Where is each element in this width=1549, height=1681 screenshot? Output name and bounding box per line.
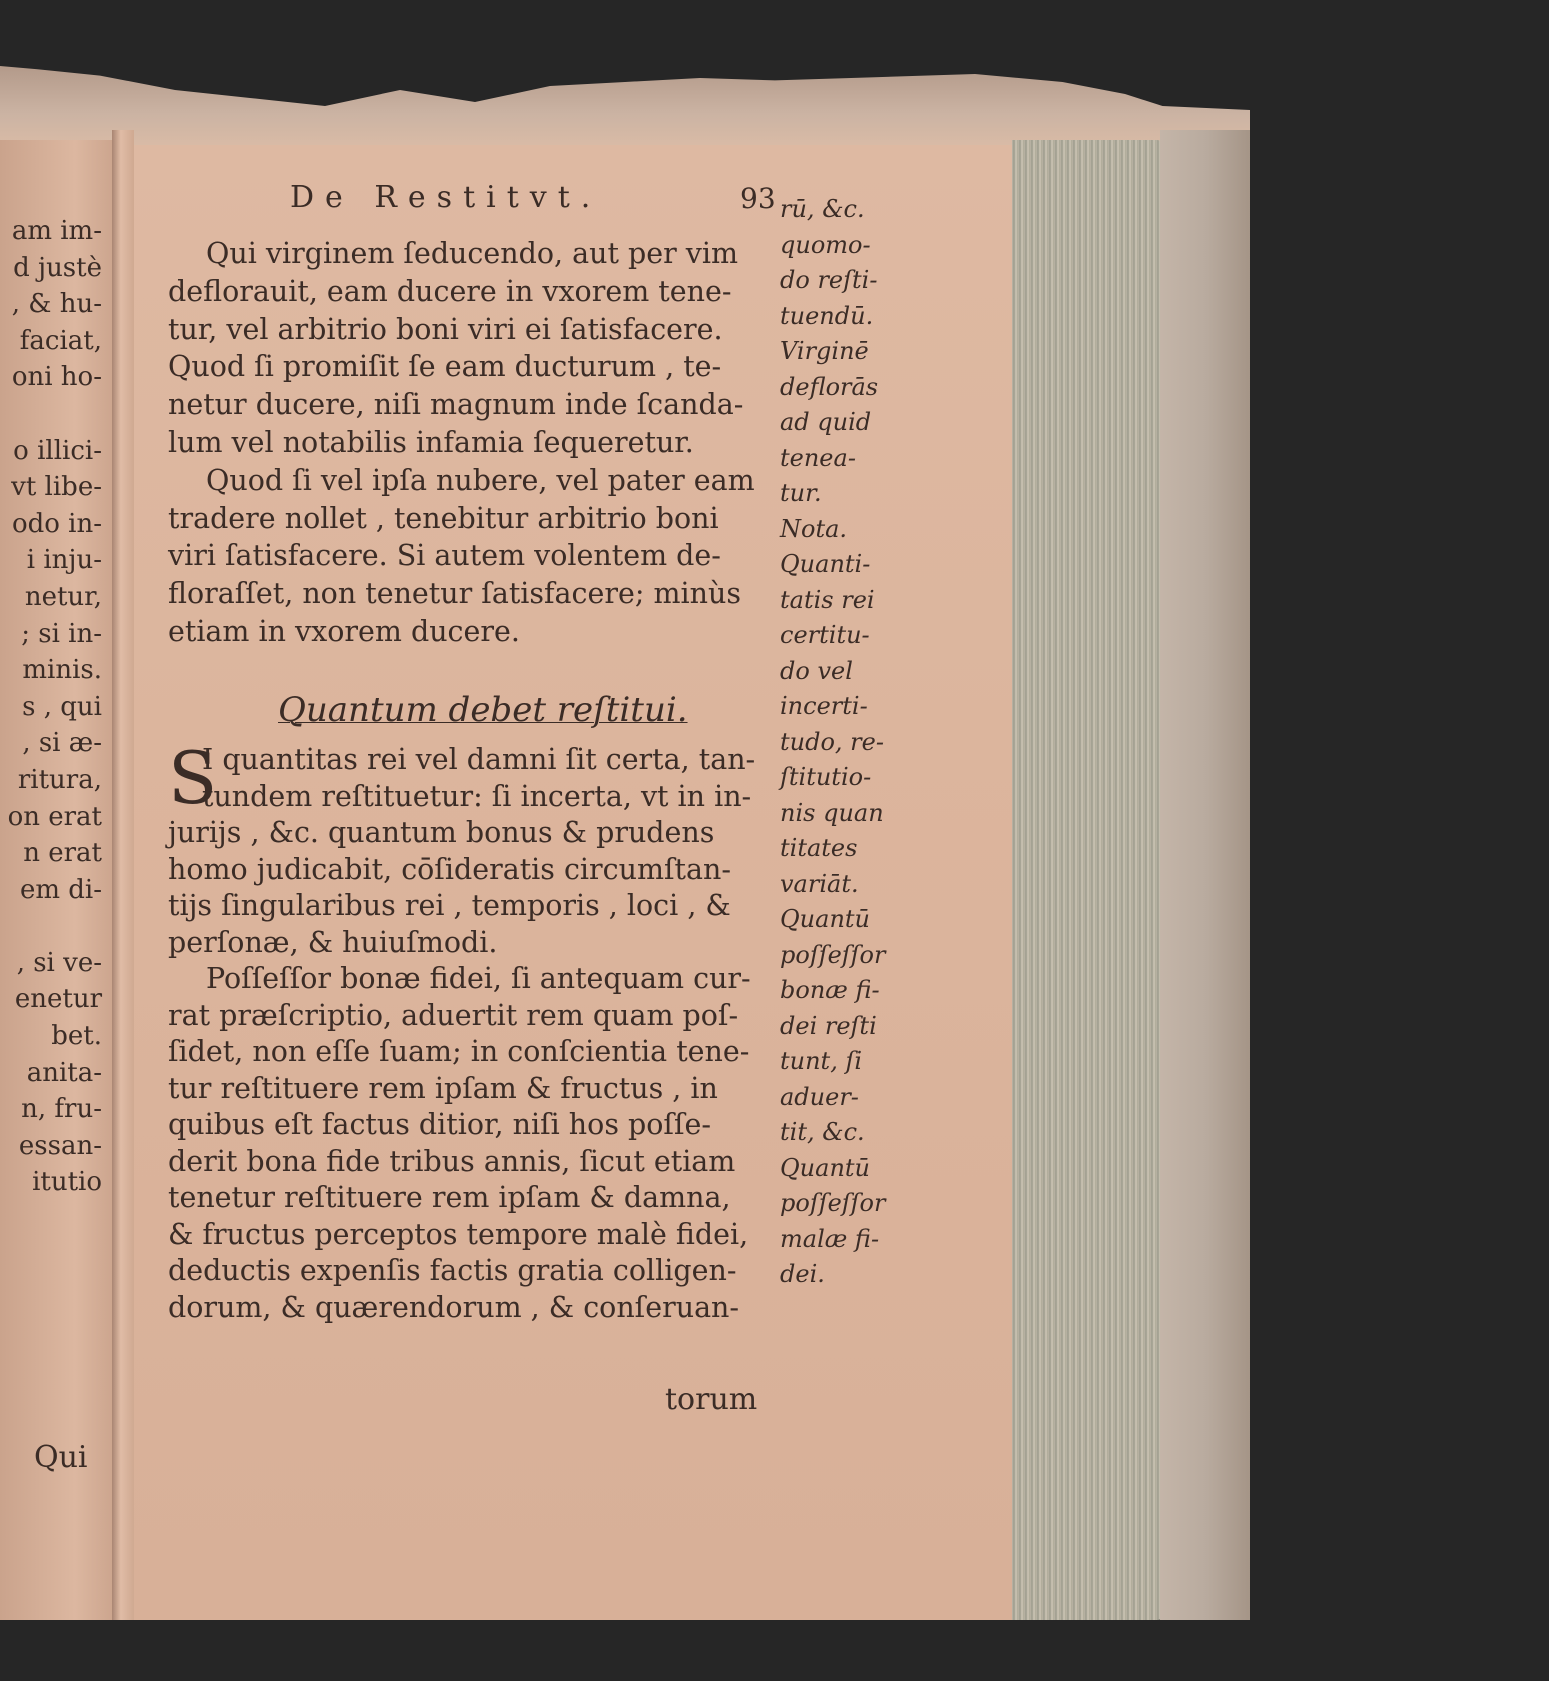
margin-line: tuendū. — [780, 301, 874, 330]
margin-line: tenea- — [780, 443, 856, 472]
margin-line: aduer- — [780, 1082, 859, 1111]
margin-line: tatis rei — [780, 585, 875, 614]
gutter — [112, 130, 134, 1620]
text-line: derit bona fide tribus annis, ſicut etiam — [168, 1144, 736, 1178]
text-line: viri ſatisfacere. Si autem volentem de- — [168, 539, 721, 573]
text-line: Qui virginem ſeducendo, aut per vim — [206, 237, 739, 270]
text-line: I quantitas rei vel damni ſit certa, tan- — [202, 743, 756, 776]
left-line: minis. — [22, 655, 102, 686]
section-heading: Quantum debet reſtitui. — [278, 690, 688, 730]
margin-line: bonæ fi- — [780, 976, 880, 1004]
text-line: quibus eſt factus ditior, niſi hos poſſe- — [168, 1108, 712, 1141]
margin-line: Quanti- — [780, 550, 871, 578]
left-line: , si ve- — [16, 947, 102, 978]
margin-line: malæ fi- — [780, 1224, 880, 1253]
left-line: faciat, — [19, 325, 102, 356]
left-line — [2, 396, 102, 433]
text-line: & fructus perceptos tempore malè fidei, — [168, 1217, 749, 1251]
margin-line: tunt, ſi — [780, 1047, 863, 1075]
margin-line: ad quid — [780, 408, 872, 436]
margin-line: Nota. — [780, 514, 848, 543]
margin-line: quomo- — [780, 230, 871, 259]
left-line: n erat — [23, 838, 102, 869]
margin-line: titates — [780, 834, 858, 862]
top-page-edge — [0, 66, 1250, 146]
left-line: netur, — [24, 581, 102, 612]
cover-edge — [1160, 130, 1250, 1620]
margin-line: Quantū — [780, 905, 870, 933]
marginal-notes — [780, 192, 900, 1293]
left-line: odo in- — [11, 508, 102, 539]
text-line: lum vel notabilis infamia ſequeretur. — [168, 425, 694, 459]
left-line: essan- — [18, 1130, 102, 1161]
left-line: vt libe- — [11, 472, 102, 503]
text-line: Quod ſi promiſit ſe eam ducturum , te- — [168, 350, 722, 384]
left-line: ritura, — [17, 764, 102, 795]
left-line: n, fru- — [21, 1094, 102, 1125]
margin-line: do vel — [780, 656, 853, 685]
left-line: i inju- — [26, 545, 102, 576]
main-text-top — [168, 235, 768, 651]
margin-line: nis quan — [780, 798, 884, 827]
left-line: , & hu- — [11, 289, 102, 320]
left-line: enetur — [14, 984, 102, 1015]
left-line: bet. — [51, 1021, 102, 1052]
left-line: d justè — [13, 252, 102, 283]
page-number: 93 — [740, 182, 776, 215]
left-line — [2, 908, 102, 945]
left-page-text — [2, 213, 102, 1201]
text-line: deductis expenſis factis gratia colligen- — [168, 1254, 737, 1287]
left-line: s , qui — [22, 691, 102, 722]
text-line: tur, vel arbitrio boni viri ei ſatisfacere. — [168, 312, 723, 346]
margin-line: certitu- — [780, 621, 870, 649]
margin-line: variāt. — [780, 869, 859, 898]
margin-line: Quantū — [780, 1153, 870, 1182]
margin-line: rū, &c. — [780, 195, 865, 223]
text-line: perſonæ, & huiuſmodi. — [168, 925, 498, 959]
margin-line: ſtitutio- — [780, 763, 872, 791]
text-line: rat præſcriptio, aduertit rem quam poſ- — [168, 998, 739, 1032]
left-line: itutio — [32, 1167, 102, 1198]
left-line: o illici- — [13, 435, 102, 466]
left-line: anita- — [26, 1057, 102, 1088]
text-line: tundem reſtituetur: ſi incerta, vt in in- — [202, 779, 752, 813]
running-header: De Restitvt. — [290, 180, 602, 215]
left-catchword: Qui — [34, 1440, 88, 1475]
text-line: homo judicabit, cōſideratis circumſtan- — [168, 852, 731, 886]
text-line: etiam in vxorem ducere. — [168, 614, 520, 648]
text-line: Quod ſi vel ipſa nubere, vel pater eam — [206, 463, 755, 497]
text-line: Poſſeſſor bonæ fidei, ſi antequam cur- — [206, 962, 751, 995]
margin-line: dei. — [780, 1260, 825, 1288]
text-line: deflorauit, eam ducere in vxorem tene- — [168, 274, 732, 308]
margin-line: deflorās — [780, 372, 879, 401]
left-line: on erat — [7, 801, 102, 832]
left-line: em di- — [19, 874, 102, 905]
margin-line: poſſeſſor — [780, 1189, 886, 1217]
margin-line: tit, &c. — [780, 1118, 865, 1146]
text-line: netur ducere, niſi magnum inde ſcanda- — [168, 388, 744, 422]
text-line: tradere nollet , tenebitur arbitrio boni — [168, 501, 719, 535]
text-line: tenetur reſtituere rem ipſam & damna, — [168, 1181, 731, 1214]
left-line: ; si in- — [21, 618, 102, 649]
margin-line: poſſeſſor — [780, 940, 886, 969]
text-line: ſidet, non eſſe ſuam; in conſcientia tene- — [168, 1035, 750, 1068]
catchword: torum — [665, 1382, 758, 1417]
left-line: am im- — [11, 216, 102, 246]
text-line: tur reſtituere rem ipſam & fructus , in — [168, 1071, 718, 1105]
text-line: tijs ſingularibus rei , temporis , loci , & — [168, 889, 731, 922]
text-line: floraſſet, non tenetur ſatisfacere; minùs — [168, 577, 742, 611]
left-line: oni ho- — [11, 362, 102, 393]
text-line: jurijs , &c. quantum bonus & prudens — [168, 816, 715, 849]
margin-line: incerti- — [780, 692, 868, 720]
page-stack-edge — [1012, 140, 1167, 1620]
text-line: dorum, & quærendorum , & conſeruan- — [168, 1290, 740, 1324]
margin-line: tur. — [780, 479, 822, 507]
margin-line: tudo, re- — [780, 727, 884, 756]
main-text-bottom — [168, 736, 768, 1326]
margin-line: do reſti- — [780, 266, 878, 294]
drop-cap: S — [168, 736, 218, 820]
left-line: , si æ- — [22, 728, 102, 759]
margin-line: dei reſti — [780, 1011, 877, 1040]
margin-line: Virginē — [780, 337, 869, 365]
